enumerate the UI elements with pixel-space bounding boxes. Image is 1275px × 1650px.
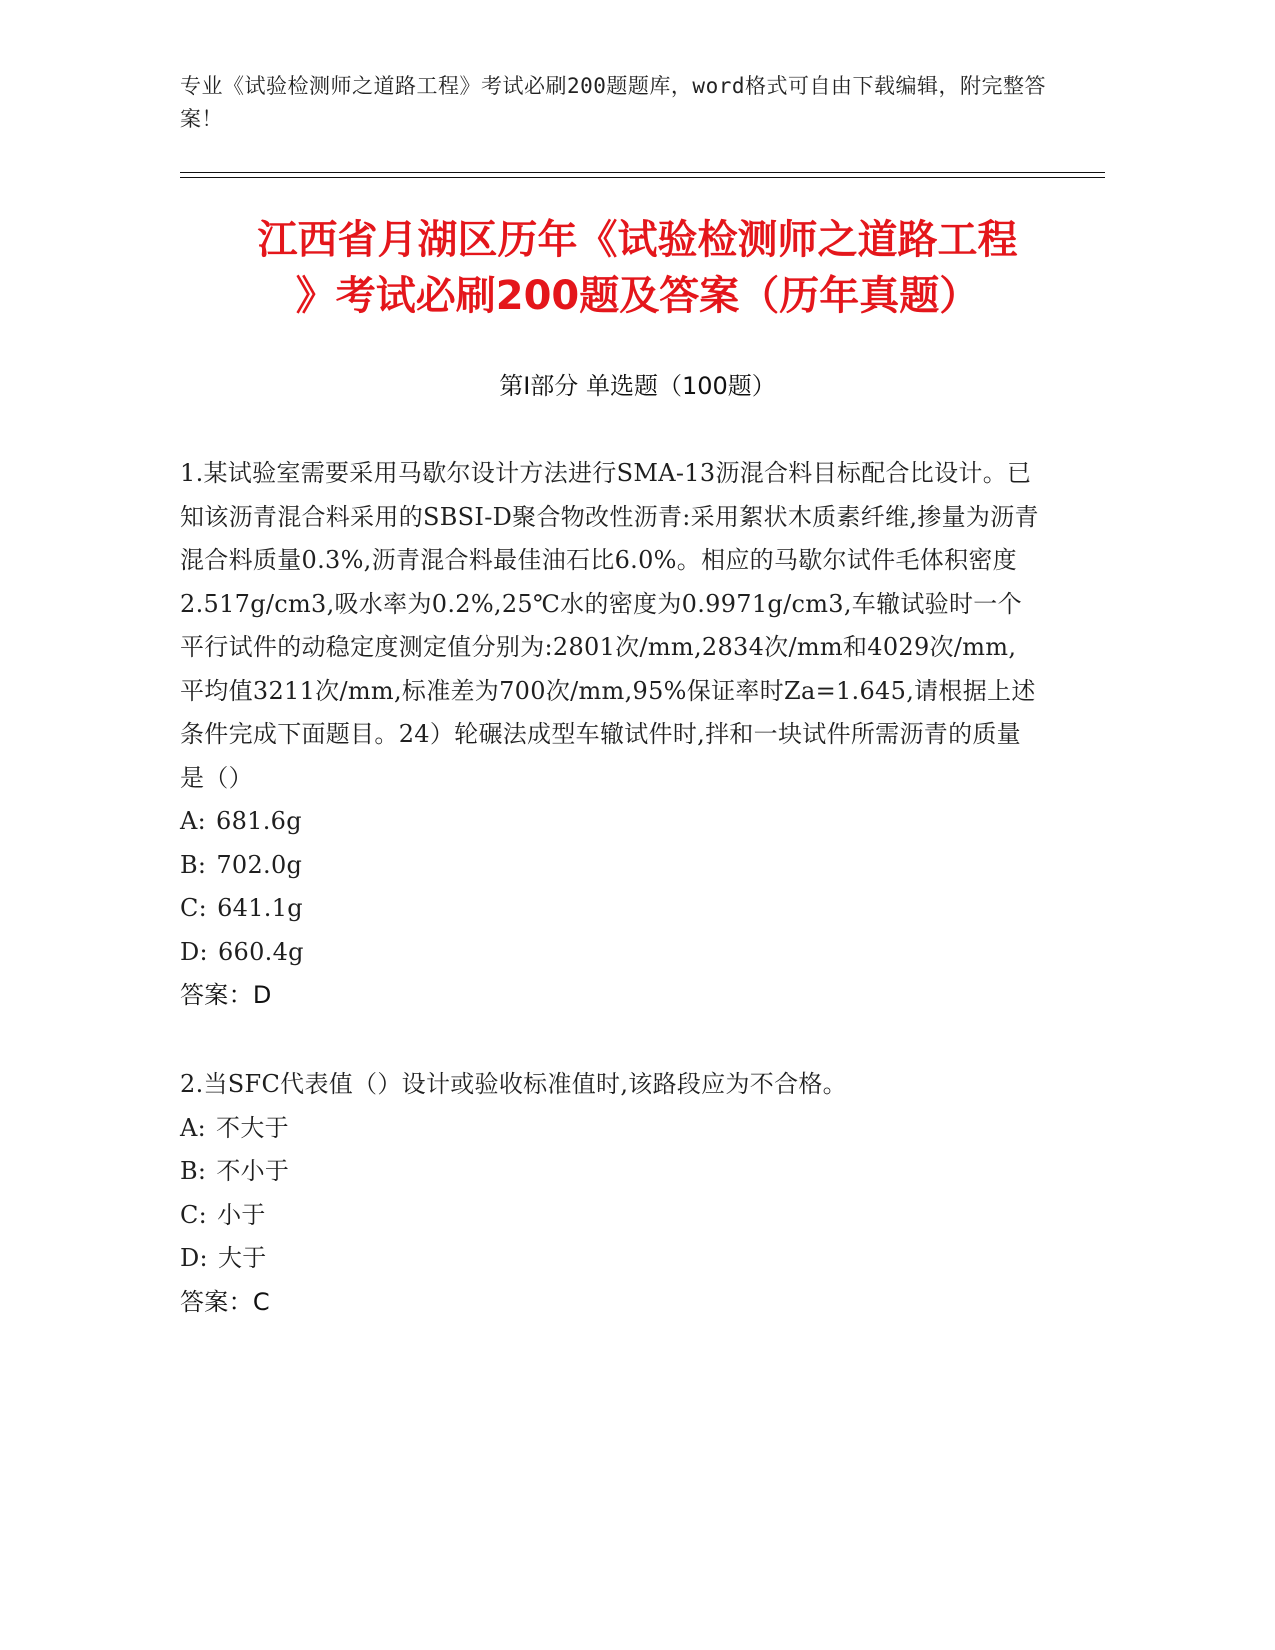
header-divider: [180, 172, 1105, 178]
option-letter: D:: [180, 1244, 208, 1272]
question-stem: 1.某试验室需要采用马歇尔设计方法进行SMA-13沥混合料目标配合比设计。已知该沥青混合料采用的SBSI-D聚合物改性沥青:采用絮状木质素纤维,掺量为沥青混合料质量0.3%,沥青混合料最佳油石比6.0%。相应的马歇尔试件毛体积密度2.517g/cm3,吸水率为0.2%,25℃水的密度为0.9971g/cm3,车辙试验时一个平行试件的动稳定度测定值分别为:2801次/mm,2834次/mm和4029次/mm,平均值3211次/mm,标准差为700次/mm,95%保证率时Za=1.645,请根据上述条件完成下面题目。24）轮碾法成型车辙试件时,拌和一块试件所需沥青的质量是（）: [180, 459, 1039, 792]
question-1: [180, 452, 1040, 1018]
option-b: [180, 844, 1040, 888]
option-letter: A:: [180, 1113, 207, 1142]
option-a: [180, 1107, 1040, 1151]
header-note: 专业《试验检测师之道路工程》考试必刷200题题库，word格式可自由下载编辑，附完整答案！: [180, 74, 1046, 131]
option-letter: A:: [180, 807, 207, 835]
answer-line: 答案：D: [180, 981, 272, 1009]
option-a: [180, 800, 1040, 844]
section-heading: 第Ⅰ部分 单选题（100题）: [499, 372, 776, 400]
option-text: 660.4g: [217, 937, 304, 966]
question-stem: 2.当SFC代表值（）设计或验收标准值时,该路段应为不合格。: [180, 1070, 847, 1098]
question-2: [180, 1063, 1040, 1324]
option-letter: C:: [180, 894, 208, 922]
option-text: 不大于: [216, 1113, 289, 1142]
option-c: [180, 887, 1040, 931]
option-letter: B:: [180, 850, 207, 879]
option-b: [180, 1150, 1040, 1194]
document-title: [180, 212, 1095, 324]
option-d: [180, 931, 1040, 975]
document-title-line-1: 江西省月湖区历年《试验检测师之道路工程: [257, 217, 1018, 263]
option-text: 702.0g: [216, 850, 303, 879]
option-letter: C:: [180, 1200, 208, 1229]
option-c: [180, 1194, 1040, 1238]
option-text: 641.1g: [217, 894, 303, 922]
option-text: 小于: [217, 1200, 266, 1229]
option-text: 681.6g: [216, 807, 302, 835]
document-title-line-2: 》考试必刷200题及答案（历年真题）: [295, 273, 980, 319]
option-d: [180, 1237, 1040, 1281]
option-text: 不小于: [216, 1157, 290, 1185]
option-letter: B:: [180, 1157, 207, 1185]
option-letter: D:: [180, 937, 208, 966]
option-text: 大于: [217, 1244, 267, 1272]
answer-line: 答案：C: [180, 1287, 270, 1316]
